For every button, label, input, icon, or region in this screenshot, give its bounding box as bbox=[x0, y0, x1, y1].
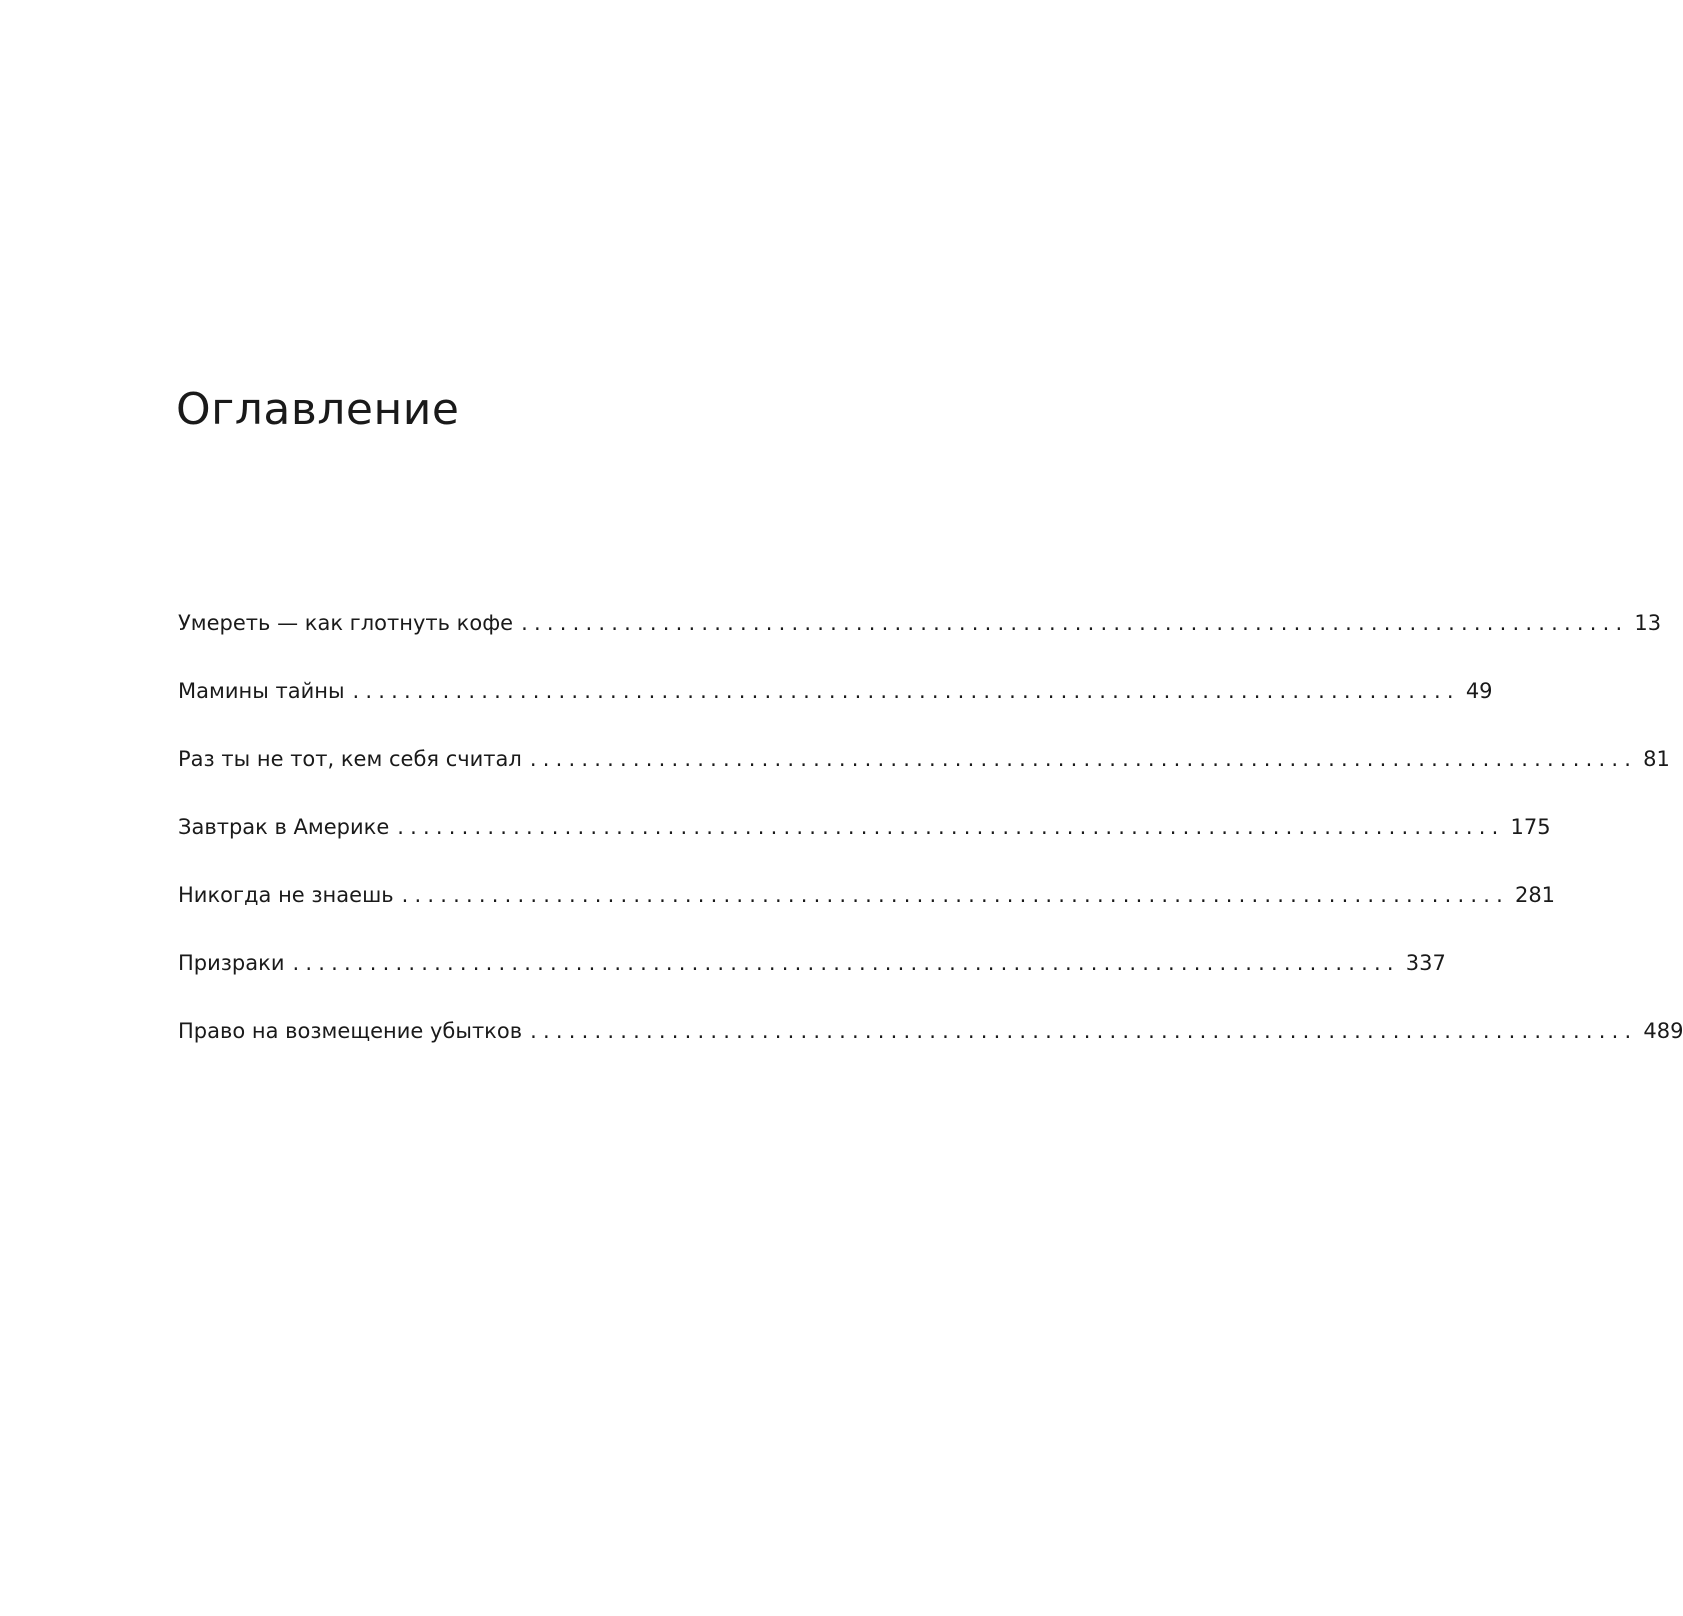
toc-entry-title: Мамины тайны bbox=[178, 679, 345, 703]
toc-entry bbox=[178, 880, 1556, 948]
toc-entry-title: Раз ты не тот, кем себя считал bbox=[178, 747, 522, 771]
toc-entry-title: Никогда не знаешь bbox=[178, 883, 394, 907]
toc-page-number: 489 bbox=[1643, 1019, 1683, 1043]
dot-leader: ...................................................................................... bbox=[521, 611, 1629, 635]
dot-leader: ...................................................................................... bbox=[530, 1019, 1638, 1043]
toc-entry bbox=[178, 1016, 1683, 1084]
toc-entry-title: Право на возмещение убытков bbox=[178, 1019, 523, 1043]
dot-leader: ...................................................................................... bbox=[292, 951, 1400, 975]
toc-page-number: 13 bbox=[1634, 611, 1662, 635]
toc-page-number: 337 bbox=[1405, 951, 1446, 975]
dot-leader: ...................................................................................... bbox=[529, 747, 1638, 771]
toc-entry bbox=[178, 812, 1551, 880]
dot-leader: ...................................................................................... bbox=[352, 679, 1460, 703]
toc-entry-title: Призраки bbox=[178, 951, 285, 975]
toc-entry bbox=[178, 608, 1662, 676]
toc-page-number: 281 bbox=[1514, 883, 1556, 907]
page-title: Оглавление bbox=[176, 384, 460, 435]
toc-entry-title: Умереть — как глотнуть кофе bbox=[178, 611, 514, 635]
toc-page-number: 49 bbox=[1465, 679, 1493, 703]
dot-leader: ...................................................................................... bbox=[401, 883, 1509, 907]
toc-page-number: 175 bbox=[1510, 815, 1551, 839]
table-of-contents bbox=[178, 608, 1683, 1084]
toc-entry bbox=[178, 676, 1493, 744]
toc-page-number: 81 bbox=[1643, 747, 1670, 771]
toc-entry bbox=[178, 948, 1446, 1016]
dot-leader: ...................................................................................... bbox=[397, 815, 1505, 839]
toc-entry-title: Завтрак в Америке bbox=[178, 815, 390, 839]
toc-entry bbox=[178, 744, 1670, 812]
